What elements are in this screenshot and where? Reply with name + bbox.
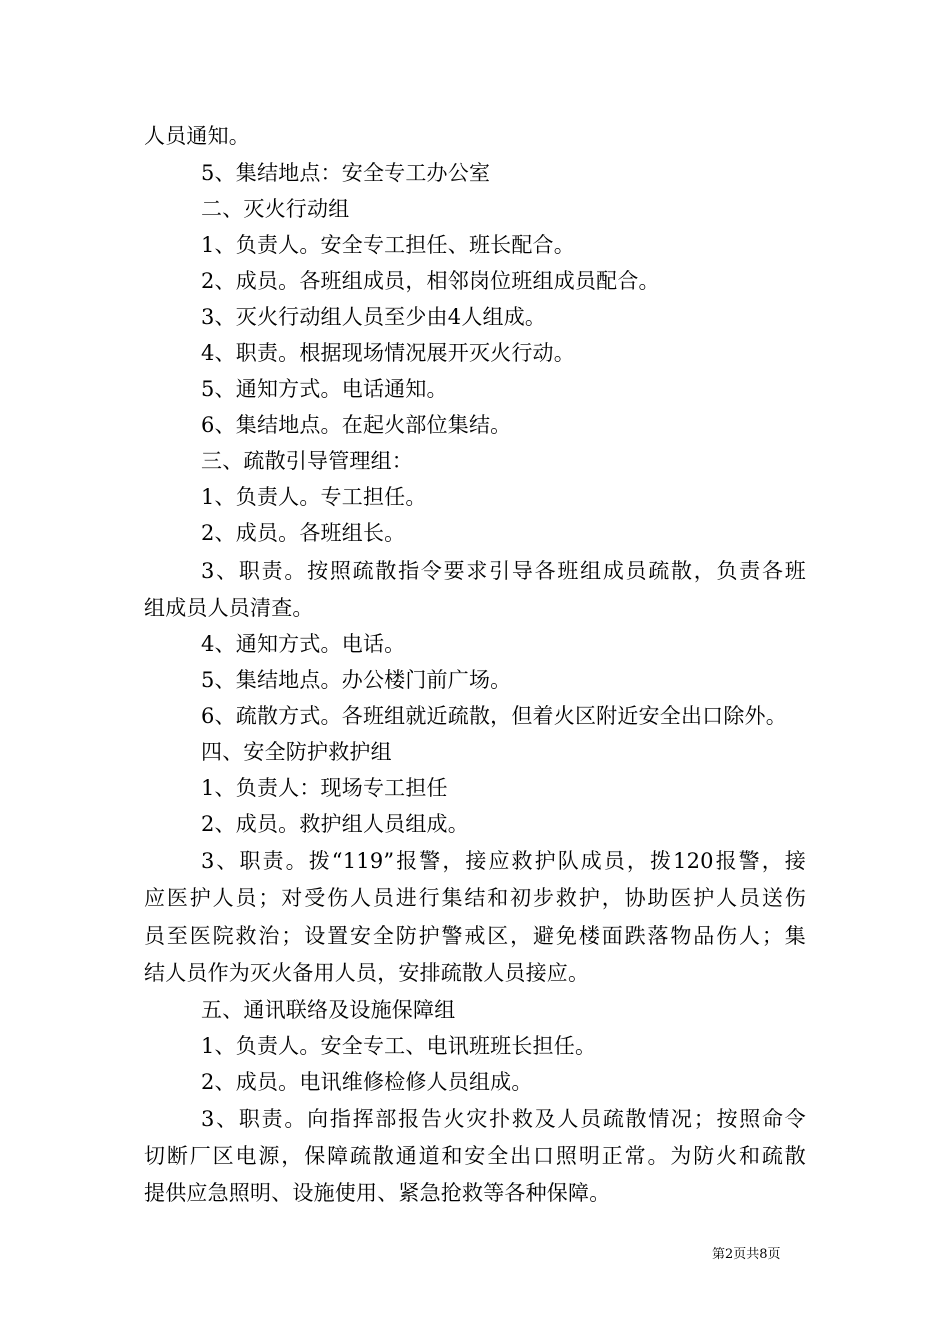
text-line: 应医护人员；对受伤人员进行集结和初步救护，协助医护人员送伤 [144, 886, 806, 910]
text-line: 切断厂区电源，保障疏散通道和安全出口照明正常。为防火和疏散 [144, 1144, 806, 1168]
text-line: 6、集结地点。在起火部位集结。 [201, 413, 512, 437]
text-line: 4、职责。根据现场情况展开灭火行动。 [201, 341, 575, 365]
text-line: 员至医院救治；设置安全防护警戒区，避免楼面跌落物品伤人；集 [144, 924, 806, 948]
text-line: 2、成员。电讯维修检修人员组成。 [201, 1070, 533, 1094]
text-line: 2、成员。各班组长。 [201, 521, 406, 545]
page-number: 第2页共8页 [712, 1247, 781, 1262]
text-line: 3、灭火行动组人员至少由4人组成。 [201, 305, 547, 329]
text-line: 1、负责人。专工担任。 [201, 485, 427, 509]
section-heading: 三、疏散引导管理组： [201, 449, 413, 473]
text-line: 3、职责。按照疏散指令要求引导各班组成员疏散，负责各班 [201, 559, 806, 583]
text-line: 5、集结地点。办公楼门前广场。 [201, 668, 512, 692]
text-line: 5、集结地点：安全专工办公室 [201, 161, 491, 185]
text-line: 5、通知方式。电话通知。 [201, 377, 448, 401]
section-heading: 五、通讯联络及设施保障组 [201, 998, 456, 1022]
text-line: 组成员人员清查。 [144, 596, 314, 620]
text-line: 结人员作为灭火备用人员，安排疏散人员接应。 [144, 961, 590, 985]
section-heading: 二、灭火行动组 [201, 197, 350, 221]
text-line: 1、负责人。安全专工担任、班长配合。 [201, 233, 575, 257]
text-line: 4、通知方式。电话。 [201, 632, 406, 656]
text-line: 人员通知。 [144, 124, 250, 148]
text-line: 3、职责。拨“119”报警，接应救护队成员，拨120报警，接 [201, 849, 806, 873]
text-line: 3、职责。向指挥部报告火灾扑救及人员疏散情况；按照命令 [201, 1107, 806, 1131]
text-line: 2、成员。救护组人员组成。 [201, 812, 469, 836]
text-line: 1、负责人。安全专工、电讯班班长担任。 [201, 1034, 597, 1058]
text-line: 1、负责人：现场专工担任 [201, 776, 448, 800]
text-line: 2、成员。各班组成员，相邻岗位班组成员配合。 [201, 269, 660, 293]
text-line: 6、疏散方式。各班组就近疏散，但着火区附近安全出口除外。 [201, 704, 787, 728]
text-line: 提供应急照明、设施使用、紧急抢救等各种保障。 [144, 1181, 611, 1205]
section-heading: 四、安全防护救护组 [201, 740, 392, 764]
